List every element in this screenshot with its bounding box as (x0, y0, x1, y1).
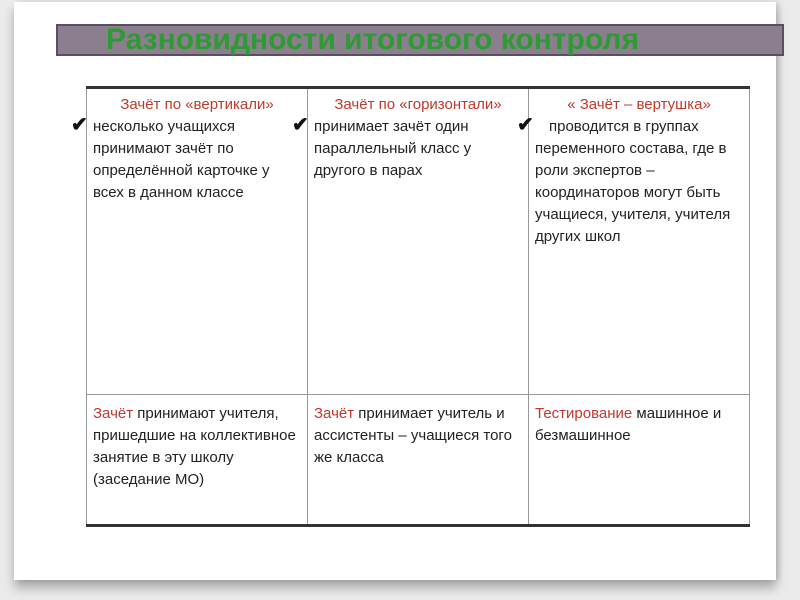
cell-heading: Зачёт по «горизонтали» (334, 96, 502, 113)
cell-heading: « Зачёт – вертушка» (567, 96, 711, 113)
cell-testing (529, 395, 750, 526)
cell-text: проводится в группах переменного состава, где в роли экспертов – координаторов могут быть учащиеся, учителя, учителя других школ (535, 118, 731, 245)
cell-assistants (308, 395, 529, 526)
cell-body (517, 114, 743, 248)
cell-lead: Зачёт (93, 405, 134, 422)
cell-body (71, 114, 301, 204)
cell-heading: Зачёт по «вертикали» (120, 96, 274, 113)
slide-title: Разновидности итогового контроля (106, 23, 639, 56)
table-row (87, 88, 750, 395)
checkmark-icon: ✔ (292, 114, 309, 136)
cell-vertical (71, 88, 308, 395)
cell-lead: Тестирование (535, 405, 633, 422)
title-bar (56, 24, 784, 56)
cell-text: принимают учителя, пришедшие на коллективное занятие в эту школу (заседание МО) (93, 405, 296, 488)
slide (14, 2, 776, 580)
cell-lead: Зачёт (314, 405, 355, 422)
cell-carousel (517, 88, 750, 395)
cell-text: несколько учащихся принимают зачёт по определённой карточке у всех в данном классе (93, 118, 270, 201)
cell-teachers (87, 395, 308, 526)
cell-body (292, 114, 522, 182)
cell-text: принимает учитель и ассистенты – учащиеся того же класса (314, 405, 512, 466)
control-types-table (71, 86, 750, 527)
checkmark-icon: ✔ (517, 114, 534, 136)
checkmark-icon: ✔ (71, 114, 88, 136)
table-row (87, 395, 750, 526)
cell-horizontal (292, 88, 529, 395)
cell-text: принимает зачёт один параллельный класс у другого в парах (314, 118, 472, 179)
cell-text: машинное и безмашинное (535, 405, 722, 444)
